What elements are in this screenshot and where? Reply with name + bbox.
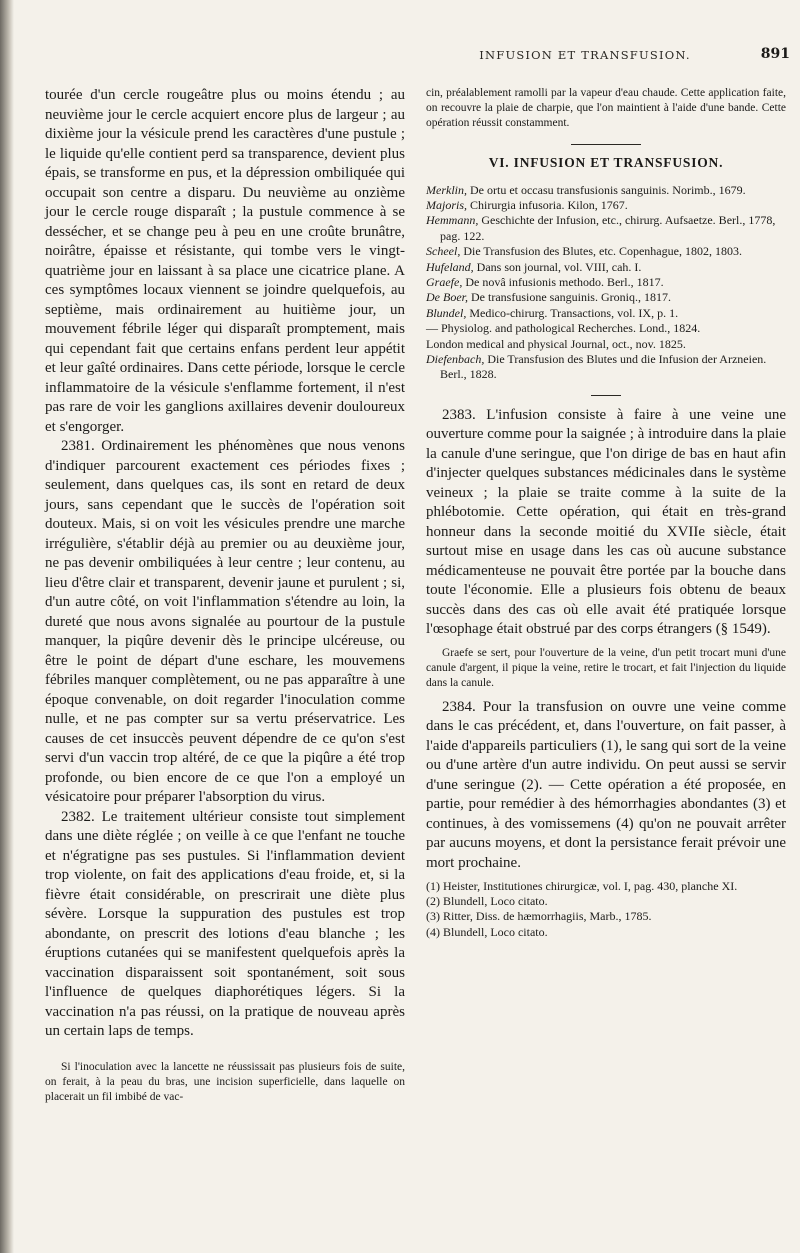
note-continued: cin, préalablement ramolli par la vapeur d'eau chaude. Cette application faite, on recouvre la plaie de charpie, que l'on maintient à l'aide d'une bande. Cette opération réussit constamment.	[426, 87, 786, 130]
bib-entry: London medical and physical Journal, oct., nov. 1825.	[426, 336, 686, 351]
footnotes	[426, 879, 786, 940]
right-column	[426, 86, 786, 940]
footnote: (2) Blundell, Loco citato.	[426, 894, 548, 909]
bib-entry: Majoris, Chirurgia infusoria. Kilon, 1767.	[426, 198, 628, 213]
bib-entry: Graefe, De novâ infusionis methodo. Berl., 1817.	[426, 275, 664, 290]
bib-divider	[591, 395, 621, 396]
running-head: INFUSION ET TRANSFUSION.	[479, 48, 691, 62]
note-graefe: Graefe se sert, pour l'ouverture de la veine, d'un petit trocart muni d'une canule d'argent, il pique la veine, retire le trocart, et fait l'injection du liquide dans la canule.	[426, 646, 786, 690]
page-binding-edge	[0, 0, 14, 1253]
bib-entry: Merklin, De ortu et occasu transfusionis sanguinis. Norimb., 1679.	[426, 182, 746, 197]
paragraph-2382: 2382. Le traitement ultérieur consiste tout simplement dans une diète réglée ; on veille à ce que l'enfant ne touche et n'égratigne pas ses pustules. Si l'inflammation devient trop violente, on fait des applications d'eau froide, et, si la fièvre était considérable, on prescrirait une diète plus sévère. Lorsque la suppuration des pustules est trop abondante, on prescrit des lotions d'eau blanche ; les éruptions cutanées qui se manifestent quelquefois après la vaccination disparaissent soit spontanément, soit sous l'influence de quelques diaphorétiques légers. Si la vaccination n'a pas réussi, on la pratique de nouveau après un certain laps de temps.	[45, 808, 405, 1039]
footnote: (3) Ritter, Diss. de hæmorrhagiis, Marb., 1785.	[426, 909, 652, 924]
bib-entry: Diefenbach, Die Transfusion des Blutes und die Infusion der Arzneien. Berl., 1828.	[426, 352, 767, 382]
page-header	[420, 48, 790, 66]
page-number: 891	[760, 46, 790, 62]
section-title: VI. INFUSION ET TRANSFUSION.	[488, 154, 724, 170]
note-inoculation: Si l'inoculation avec la lancette ne réussissait pas plusieurs fois de suite, on ferait, à la peau du bras, une incision superficielle, dans laquelle on placerait un fil imbibé de vac-	[45, 1060, 405, 1103]
paragraph-2381: 2381. Ordinairement les phénomènes que nous venons d'indiquer parcourent exactement ces périodes fixes ; seulement, dans quelques cas, ils sont en retard de deux jours, sans cependant que le succès de l'opération soit douteux. Mais, si on voit les vésicules prendre une marche irrégulière, s'établir déjà au premier ou au deuxième jour, ne pas devenir ombiliquées à leur centre ; leur contenu, au lieu d'être clair et transparent, devenir jaune et purulent ; si, d'un autre côté, on voit l'inflammation s'étendre au loin, la dureté que nous avons signalée au pourtour de la pustule manquer, la piqûre devenir dès le principe ulcéreuse, ou être le point de départ d'une eschare, les mouvemens fébriles manquer complètement, ou ne pas apparaître à une époque convenable, on doit regarder l'inoculation comme nulle, et ne pas compter sur sa vertu préservatrice. Les causes de cet insuccès peuvent dépendre de ce qu'on s'est servi d'un vaccin trop altéré, de ce que la piqûre a été trop profonde, ou bien encore de ce que l'on a employé un vésicatoire pour préparer l'absorption du virus.	[45, 438, 405, 805]
bib-entry: Hufeland, Dans son journal, vol. VIII, cah. I.	[426, 259, 642, 274]
left-column	[45, 86, 405, 1105]
bib-entry: Hemmann, Geschichte der Infusion, etc., chirurg. Aufsaetze. Berl., 1778, pag. 122.	[426, 213, 776, 243]
paragraph-2383: 2383. L'infusion consiste à faire à une veine une ouverture comme pour la saignée ; à introduire dans la plaie la canule d'une seringue, que l'on dirige de bas en haut afin d'injecter quelques substances médicinales dans le système veineux ; la plaie se traite comme à la suite de la phlébotomie. Cette opération, qui était en très-grand honneur dans la seconde moitié du XVIIe siècle, était surtout mise en usage dans les cas où aucune substance médicamenteuse ne pouvait être portée par la bouche dans toute l'économie. Elle a plusieurs fois obtenu de beaux succès dans des cas où elle avait été pratiquée lorsque l'œsophage était obstrué par des corps étrangers (§ 1549).	[426, 406, 786, 638]
bib-entry: Blundel, Medico-chirurg. Transactions, vol. IX, p. 1.	[426, 305, 679, 320]
bib-entry: — Physiolog. and pathological Recherches. Lond., 1824.	[426, 321, 701, 336]
section-divider	[571, 144, 641, 145]
paragraph-continued: tourée d'un cercle rougeâtre plus ou moins étendu ; au neuvième jour le cercle acquiert encore plus de largeur ; au dixième jour la vésicule prend les caractères d'une pustule ; le liquide qu'elle contient perd sa transparence, devient plus épais, se transforme en pus, et la dépression ombiliquée qui occupait son centre a disparu. Du neuvième au onzième jour le cercle rouge disparaît ; la pustule commence à se dessécher, et se change peu à peu en une croûte brunâtre, noirâtre, épaisse et résistante, qui tombe vers le vingt-quatrième jour en laissant à sa place une cicatrice plane. A ces symptômes locaux viennent se joindre quelquefois, au septième, mais ordinairement au huitième jour, un mouvement fébrile léger qui disparaît promptement, mais qui cependant fait que certains enfans perdent leur appétit et leur gaîté ordinaires. Dans cette période, lorsque le cercle inflammatoire de la vésicule s'enflamme fortement, il n'est pas rare de voir les ganglions axillaires devenir douloureux et s'engorger.	[45, 87, 405, 435]
paragraph-2384: 2384. Pour la transfusion on ouvre une veine comme dans le cas précédent, et, dans l'ouverture, on fait passer, à l'aide d'appareils particuliers (1), le sang qui sort de la veine ou d'une artère d'un autre individu. On peut aussi se servir d'une seringue (2). — Cette opération a été proposée, en partie, pour remédier à des hémorrhagies abondantes (3) et continues, à des vomissemens (4) qu'on ne pouvait arrêter par aucuns moyens, et dont la persistance ferait prévoir une mort prochaine.	[426, 698, 786, 871]
footnote: (4) Blundell, Loco citato.	[426, 924, 548, 939]
bibliography	[426, 183, 786, 383]
bib-entry: De Boer, De transfusione sanguinis. Groniq., 1817.	[426, 290, 671, 305]
bib-entry: Scheel, Die Transfusion des Blutes, etc. Copenhague, 1802, 1803.	[426, 244, 742, 259]
footnote: (1) Heister, Institutiones chirurgicæ, vol. I, pag. 430, planche XI.	[426, 879, 738, 893]
